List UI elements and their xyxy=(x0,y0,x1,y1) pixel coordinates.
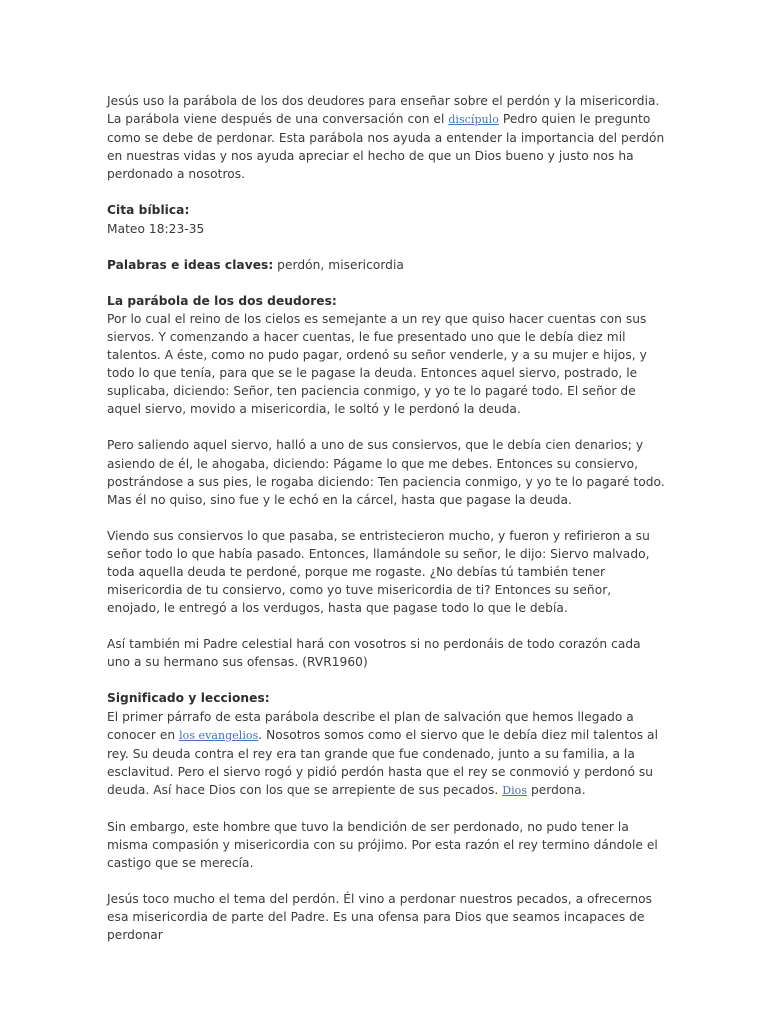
parabola-paragraph-3: Viendo sus consiervos lo que pasaba, se entristecieron mucho, y fueron y refirieron a su señor todo lo que había pasado. Entonces, llamándole su señor, le dijo: Siervo malvado, toda aquella deuda te perdoné, porque me rogaste. ¿No debías tú también tener misericordia de tu consiervo, como yo tuve misericordia de ti? Entonces su señor, enojado, le entregó a los verdugos, hasta que pagase todo lo que le debía. xyxy=(107,528,650,616)
significado-heading: Significado y lecciones: xyxy=(107,691,270,706)
cita-heading: Cita bíblica: xyxy=(107,203,190,218)
parabola-paragraph-4: Así también mi Padre celestial hará con vosotros si no perdonáis de todo corazón cada uno a su hermano sus ofensas. (RVR1960) xyxy=(107,637,641,670)
significado-paragraph-3: Jesús toco mucho el tema del perdón. Él vino a perdonar nuestros pecados, a ofrecernos esa misericordia de parte del Padre. Es una ofensa para Dios que seamos incapaces de perdonar xyxy=(107,892,653,943)
parabola-paragraph-1: Por lo cual el reino de los cielos es semejante a un rey que quiso hacer cuentas con sus siervos. Y comenzando a hacer cuentas, le fue presentado uno que le debía diez mil talentos. A éste, como no pudo pagar, ordenó su señor venderle, y a su mujer e hijos, y todo lo que tenía, para que se le pagase la deuda. Entonces aquel siervo, postrado, le suplicaba, diciendo: Señor, ten paciencia conmigo, y yo te lo pagaré todo. El señor de aquel siervo, movido a misericordia, le soltó y le perdonó la deuda. xyxy=(107,311,647,417)
discipulo-link[interactable]: discípulo xyxy=(448,113,499,127)
claves-line xyxy=(107,256,667,274)
evangelios-link[interactable]: los evangelios xyxy=(179,728,259,742)
dios-link[interactable]: Dios xyxy=(502,783,528,797)
parabola-heading: La parábola de los dos deudores: xyxy=(107,293,337,308)
intro-text-cont: Pedro quien le pregunto como se debe de perdonar. Esta parábola nos ayuda a entender la importancia del perdón en nuestras vidas y nos ayuda apreciar el hecho de que un Dios bueno y justo nos ha perdonado a nosotros. xyxy=(107,112,665,182)
claves-value: perdón, misericordia xyxy=(273,257,404,272)
cita-value: Mateo 18:23-35 xyxy=(107,221,205,236)
parabola-paragraph-2: Pero saliendo aquel siervo, halló a uno de sus consiervos, que le debía cien denarios; y asiendo de él, le ahogaba, diciendo: Págame lo que me debes. Entonces su consiervo, postrándose a sus pies, le rogaba diciendo: Ten paciencia conmigo, y yo te lo pagaré todo. Mas él no quiso, sino fue y le echó en la cárcel, hasta que pagase la deuda. xyxy=(107,438,665,507)
significado-paragraph-2: Sin embargo, este hombre que tuvo la bendición de ser perdonado, no pudo tener la misma compasión y misericordia con su prójimo. Por esta razón el rey termino dándole el castigo que se merecía. xyxy=(107,820,658,871)
intro-paragraph xyxy=(107,92,667,183)
significado-paragraph-1 xyxy=(107,708,667,800)
significado-text-a: El primer párrafo de esta parábola describe el plan de salvación que hemos llegado a conocer en xyxy=(107,709,634,742)
significado-text-b: . Nosotros somos como el siervo que le debía diez mil talentos al rey. Su deuda contra el rey era tan grande que fue condenado, junto a su familia, a la esclavitud. Pero el siervo rogó y pidió perdón hasta que el rey se conmovió y perdonó su deuda. Así hace Dios con los que se arrepiente de sus pecados. xyxy=(107,727,659,797)
claves-heading: Palabras e ideas claves: xyxy=(107,257,274,272)
intro-text: Jesús uso la parábola de los dos deudores para enseñar sobre el perdón y la misericordia. La parábola viene después de una conversación con el xyxy=(107,94,660,127)
significado-text-c: perdona. xyxy=(527,782,586,797)
document-body xyxy=(107,92,667,945)
